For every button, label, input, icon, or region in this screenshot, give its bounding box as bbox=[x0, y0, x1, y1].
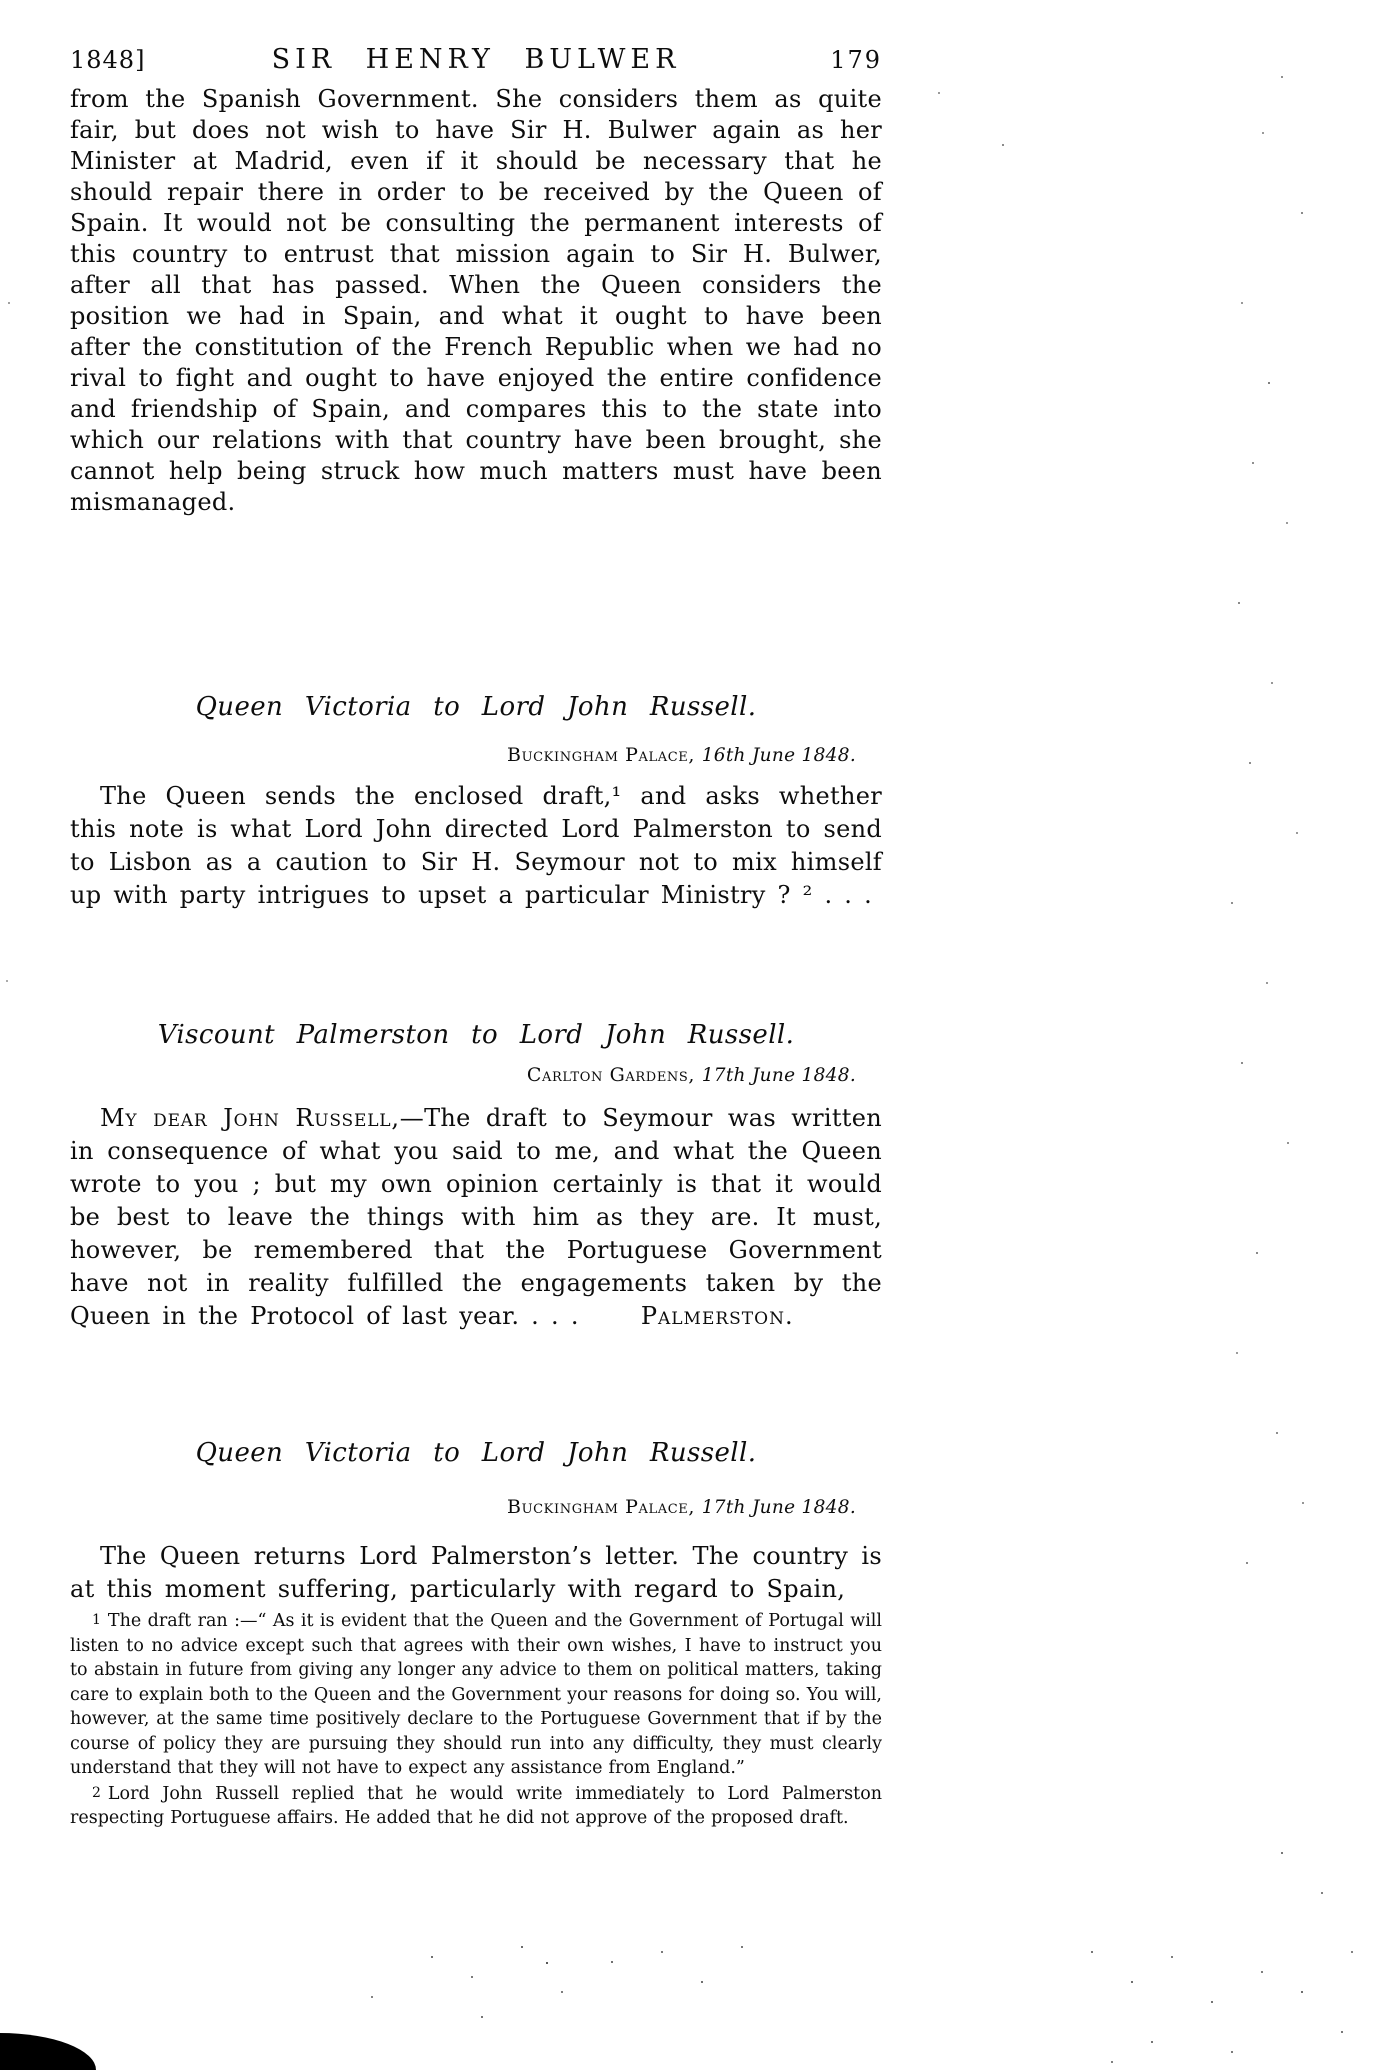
letter2-date: 17th June 1848. bbox=[701, 1065, 856, 1086]
footnote-1 bbox=[70, 1608, 882, 1781]
footnote-1-marker: 1 bbox=[92, 1612, 101, 1628]
footnote-2-text: Lord John Russell replied that he would write immediately to Lord Palmerston respecting Portuguese affairs. He added that he did not approve of the proposed draft. bbox=[70, 1783, 882, 1828]
letter1-body: The Queen sends the enclosed draft,¹ and asks whether this note is what Lord John directed Lord Palmerston to send to Lisbon as a caution to Sir H. Seymour not to mix himself up with party intrigues to upset a particular Ministry ? ² . . . bbox=[70, 782, 882, 909]
letter2-salutation: My dear John Russell, bbox=[100, 1104, 400, 1132]
intro-paragraph: from the Spanish Government. She considers them as quite fair, but does not wish to have Sir H. Bulwer again as her Minister at Madrid, even if it should be necessary that he should repair there in order to be received by the Queen of Spain. It would not be consulting the permanent interests of this country to entrust that mission again to Sir H. Bulwer, after all that has passed. When the Queen considers the position we had in Spain, and what it ought to have been after the constitution of the French Republic when we had no rival to fight and ought to have enjoyed the entire confidence and friendship of Spain, and compares this to the state into which our relations with that country have been brought, she cannot help being struck how much matters must have been mismanaged. bbox=[70, 85, 882, 516]
scan-noise-speckles bbox=[0, 0, 2, 2]
letter3-body: The Queen returns Lord Palmerston’s letter. The country is at this moment suffering, particularly with regard to Spain, bbox=[70, 1542, 882, 1603]
letter1-dateline bbox=[70, 744, 856, 766]
letter2-heading: Viscount Palmerston to Lord John Russell. bbox=[157, 1020, 795, 1050]
letter1-date: 16th June 1848. bbox=[701, 745, 856, 766]
letter2-dateline bbox=[70, 1064, 856, 1086]
letter2-place: Carlton Gardens, bbox=[526, 1064, 696, 1086]
letter2-body-block bbox=[70, 1102, 882, 1333]
header-page-number: 179 bbox=[830, 46, 882, 74]
header-running-title: SIR HENRY BULWER bbox=[271, 44, 681, 75]
letter2-body-text: —The draft to Seymour was written in consequence of what you said to me, and what the Queen wrote to you ; but my own opinion certainly is that it would be best to leave the things with him as they are. It must, however, be remembered that the Portuguese Government have not in reality fulfilled the engagements taken by the Queen in the Protocol of last year. . . . bbox=[70, 1104, 882, 1330]
running-header bbox=[70, 44, 882, 78]
letter3-place: Buckingham Palace, bbox=[507, 1496, 696, 1518]
scan-corner-artifact bbox=[0, 2033, 96, 2070]
letter1-place: Buckingham Palace, bbox=[507, 744, 696, 766]
letter1-body-block bbox=[70, 780, 882, 912]
letter3-dateline bbox=[70, 1496, 856, 1518]
header-year-label: 1848] bbox=[70, 46, 146, 74]
intro-paragraph-block bbox=[70, 84, 882, 518]
footnote-2-marker: 2 bbox=[92, 1784, 101, 1801]
footnote-2 bbox=[70, 1781, 882, 1831]
footnotes-block bbox=[70, 1608, 882, 1831]
letter2-body bbox=[70, 1102, 882, 1333]
letter3-date: 17th June 1848. bbox=[701, 1497, 856, 1518]
letter3-heading: Queen Victoria to Lord John Russell. bbox=[195, 1438, 757, 1468]
letter2-signature: Palmerston. bbox=[640, 1302, 794, 1330]
letter1-heading: Queen Victoria to Lord John Russell. bbox=[195, 692, 757, 722]
footnote-1-text: The draft ran :—“ As it is evident that the Queen and the Government of Portugal will listen to no advice except such that agrees with their own wishes, I have to instruct you to abstain in future from giving any longer any advice to them on political matters, taking care to explain both to the Queen and the Government your reasons for doing so. You will, however, at the same time positively declare to the Portuguese Government that if by the course of policy they are pursuing they should run into any difficulty, they must clearly understand that they will not have to expect any assistance from England.” bbox=[70, 1611, 882, 1778]
letter3-body-block bbox=[70, 1540, 882, 1606]
